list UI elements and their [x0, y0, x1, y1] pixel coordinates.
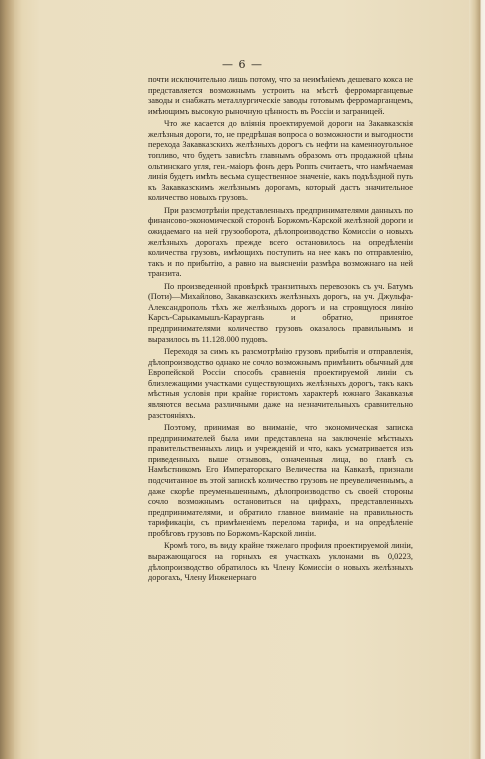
paragraph: По произведенной провѣркѣ транзитныхъ перевозокъ съ уч. Батумъ (Поти)—Михайлово, Закавказскихъ желѣзныхъ дорогъ, на уч. Джульфа-Александрополь тѣхъ же желѣзныхъ дорогъ и на строящуюся линію Карсъ-Сарыкамышъ-Караургань и обратно, принятое предпринимателями количество грузовъ оказалось правильнымъ и выразилось въ 11.128.000 пудовъ. [148, 281, 413, 344]
book-binding-edge [0, 0, 14, 759]
page-number: — 6 — [222, 58, 263, 71]
paragraph: При разсмотрѣніи представленныхъ предпринимателями данныхъ по финансово-экономической сторонѣ Боржомъ-Карской желѣзной дороги и ожидаемаго на ней грузооборота, дѣлопроизводство Комиссіи о новыхъ желѣзныхъ дорогахъ прежде всего остановилось на опредѣленіи количества грузовъ, имѣющихъ поступить на нее какъ по отправленію, такъ и по прибытію, а равно на выясненіи размѣра возможнаго на ней транзита. [148, 205, 413, 279]
paragraph: почти исключительно лишь потому, что за неимѣніемъ дешеваго кокса не представляется возможнымъ устроить на мѣстѣ ферромарганцевые заводы и снабжать металлургическіе заводы готовымъ ферромарганцемъ, имѣющимъ высокую рыночную цѣнность въ Россіи и заграницей. [148, 75, 413, 116]
paragraph: Переходя за симъ къ разсмотрѣнію грузовъ прибытія и отправленія, дѣлопроизводство однако не сочло возможнымъ примѣнить обычный для Европейской Россіи способъ сравненія проектируемой линіи съ близлежащими участками существующихъ желѣзныхъ дорогъ, такъ какъ мѣстныя условія при крайне гористомъ характерѣ южнаго Закавказья являются весьма различными даже на незначительныхъ сравнительно разстояніяхъ. [148, 347, 413, 420]
page-edge-right [469, 0, 485, 759]
paragraph: Что же касается до вліянія проектируемой дороги на Закавказскія желѣзныя дороги, то, не предрѣшая вопроса о возможности и выгодности перехода Закавказскихъ желѣзныхъ дорогъ съ нефти на каменноугольное топливо, что будетъ зависѣть главнымъ образомъ отъ продажной цѣны ольтинскаго угля, ген.-маіоръ фонъ деръ Роппъ считаетъ, что намѣчаемая линія будетъ имѣть весьма существенное значеніе, какъ подъѣздной путь къ Закавказскимъ желѣзнымъ дорогамъ, который дастъ значительное количество новыхъ грузовъ. [148, 119, 413, 203]
paragraph: Кромѣ того, въ виду крайне тяжелаго профиля проектируемой линіи, выражающагося на горныхъ ея участкахъ уклонами въ 0,0223, дѣлопроизводство обратилось къ Члену Комиссіи о новыхъ желѣзныхъ дорогахъ, Члену Инженернаго [148, 541, 413, 583]
paragraph: Поэтому, принимая во вниманіе, что экономическая записка предпринимателей была ими представлена на заключеніе мѣстныхъ правительственныхъ лицъ и учрежденій и что, какъ усматривается изъ приведенныхъ выше отзывовъ, означенныя лица, во главѣ съ Намѣстникомъ Его Императорскаго Величества на Кавказѣ, признали подсчитанное въ этой запискѣ количество грузовъ не преувеличеннымъ, а даже скорѣе преуменьшеннымъ, дѣлопроизводство съ своей стороны сочло возможнымъ остановиться на цифрахъ, представленныхъ предпринимателями, и обратило главное вниманіе на правильность тарификаціи, съ примѣненіемъ перелома тарифа, и на опредѣленіе пробѣговъ грузовъ по Боржомъ-Карской линіи. [148, 422, 413, 538]
body-text [148, 75, 413, 585]
